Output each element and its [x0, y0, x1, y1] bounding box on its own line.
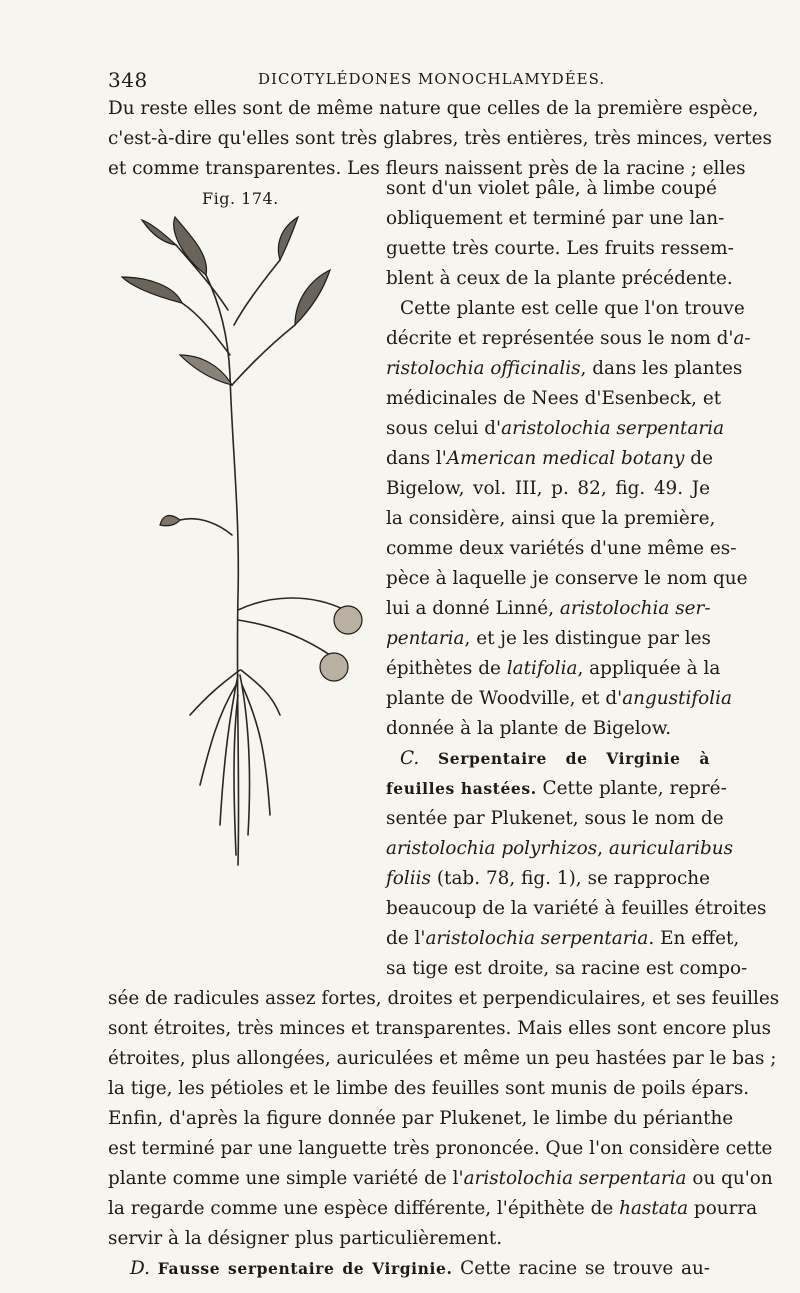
text-line: de l'aristolochia serpentaria. En effet,	[386, 928, 740, 949]
figure-label: Fig. 174.	[202, 189, 279, 208]
text-line: pèce à laquelle je conserve le nom que	[386, 568, 748, 589]
page-number: 348	[108, 68, 148, 92]
text-line: foliis (tab. 78, fig. 1), se rapproche	[386, 868, 710, 889]
text-line: servir à la désigner plus particulièrement.	[108, 1228, 503, 1249]
text-line: Cette plante est celle que l'on trouve	[400, 298, 745, 319]
section-heading-c: C. Serpentaire de Virginie à	[400, 748, 710, 769]
text-line: sa tige est droite, sa racine est compo-	[386, 958, 748, 979]
text-line: la tige, les pétioles et le limbe des feuilles sont munis de poils épars.	[108, 1078, 750, 1099]
text-line: étroites, plus allongées, auriculées et même un peu hastées par le bas ;	[108, 1048, 777, 1069]
text-line: sont d'un violet pâle, à limbe coupé	[386, 178, 717, 199]
text-line: Du reste elles sont de même nature que celles de la première espèce,	[108, 98, 759, 119]
text-line: sous celui d'aristolochia serpentaria	[386, 418, 725, 439]
text-line: donnée à la plante de Bigelow.	[386, 718, 672, 739]
text-line: pentaria, et je les distingue par les	[386, 628, 711, 649]
text-line: épithètes de latifolia, appliquée à la	[386, 658, 721, 679]
text-line: et comme transparentes. Les fleurs naissent près de la racine ; elles	[108, 158, 746, 179]
text-line: Bigelow, vol. III, p. 82, fig. 49. Je	[386, 478, 710, 499]
text-line: sée de radicules assez fortes, droites et perpendiculaires, et ses feuilles	[108, 988, 780, 1009]
text-line: plante de Woodville, et d'angustifolia	[386, 688, 732, 709]
text-line: la regarde comme une espèce différente, l'épithète de hastata pourra	[108, 1198, 758, 1219]
text-line: obliquement et terminé par une lan-	[386, 208, 725, 229]
text-line: feuilles hastées. Cette plante, repré-	[386, 778, 727, 799]
text-line: beaucoup de la variété à feuilles étroites	[386, 898, 767, 919]
text-line: la considère, ainsi que la première,	[386, 508, 716, 529]
text-line: c'est-à-dire qu'elles sont très glabres, très entières, très minces, vertes	[108, 128, 772, 149]
text-line: décrite et représentée sous le nom d'a-	[386, 328, 751, 349]
running-head	[108, 68, 710, 92]
section-heading-d: D. Fausse serpentaire de Virginie. Cette racine se trouve au-	[130, 1258, 710, 1279]
text-line: est terminé par une languette très prononcée. Que l'on considère cette	[108, 1138, 773, 1159]
aristolochia-plant-illustration	[120, 215, 375, 870]
text-line: dans l'American medical botany de	[386, 448, 713, 469]
text-line: ristolochia officinalis, dans les plantes	[386, 358, 743, 379]
text-line: Enfin, d'après la figure donnée par Plukenet, le limbe du périanthe	[108, 1108, 734, 1129]
text-line: lui a donné Linné, aristolochia ser-	[386, 598, 711, 619]
text-line: médicinales de Nees d'Esenbeck, et	[386, 388, 722, 409]
text-line: aristolochia polyrhizos, auricularibus	[386, 838, 734, 859]
text-line: blent à ceux de la plante précédente.	[386, 268, 733, 289]
text-line: comme deux variétés d'une même es-	[386, 538, 737, 559]
running-title: DICOTYLÉDONES MONOCHLAMYDÉES.	[258, 70, 606, 88]
text-line: plante comme une simple variété de l'aristolochia serpentaria ou qu'on	[108, 1168, 773, 1189]
text-line: sentée par Plukenet, sous le nom de	[386, 808, 724, 829]
text-line: guette très courte. Les fruits ressem-	[386, 238, 734, 259]
text-line: sont étroites, très minces et transparentes. Mais elles sont encore plus	[108, 1018, 772, 1039]
